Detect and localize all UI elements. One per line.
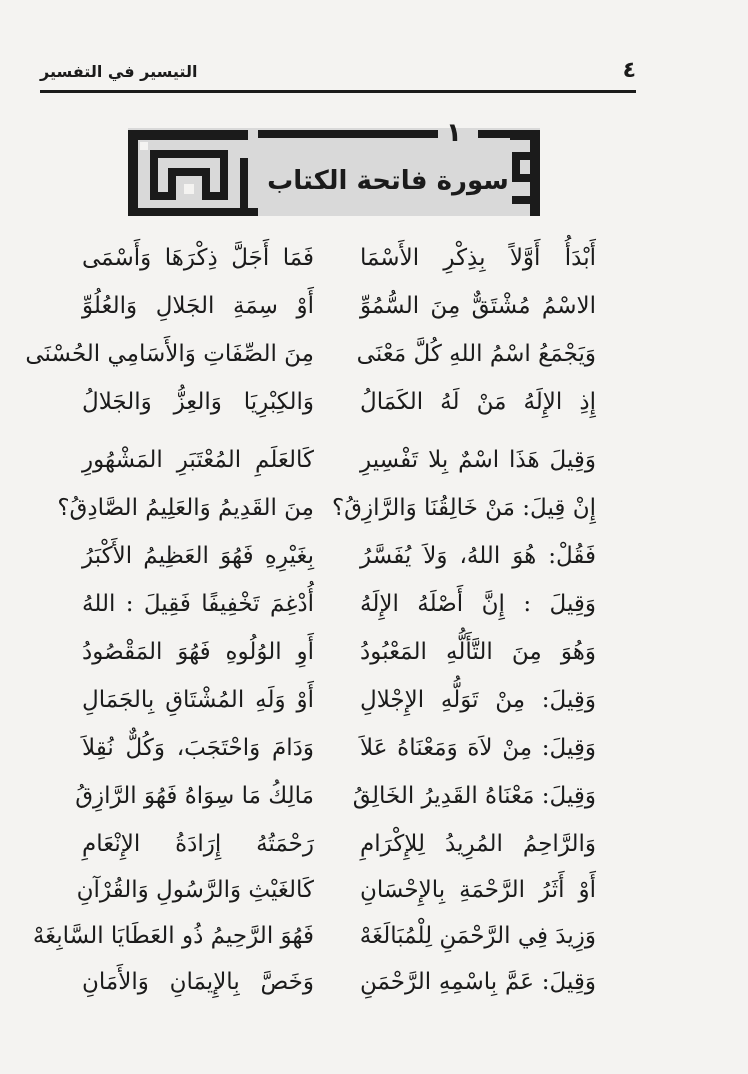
verse-first-hemistich: وَقِيلَ : إِنَّ أَصْلَهُ الإِلَهُ: [360, 591, 596, 617]
verse-row: [0, 286, 748, 336]
surah-number: ١: [446, 118, 462, 148]
verse-second-hemistich: أَوْ وَلَهِ المُشْتَاقِ بِالجَمَالِ: [82, 687, 314, 713]
verse-second-hemistich: وَخَصَّ بِالإِيمَانِ وَالأَمَانِ: [82, 969, 314, 995]
running-title: التيسير في التفسير: [40, 62, 198, 81]
verse-first-hemistich: وَقِيلَ هَذَا اسْمٌ بِلا تَفْسِيرِ: [360, 447, 596, 473]
verse-row: [0, 870, 748, 920]
verse-row: [0, 962, 748, 1012]
verse-second-hemistich: أَوِ الوُلُوهِ فَهُوَ المَقْصُودُ: [82, 639, 314, 665]
verse-first-hemistich: وَهُوَ مِنَ التَّأَلُّهِ المَعْبُودُ: [360, 639, 596, 665]
verse-first-hemistich: وَقِيلَ: مَعْنَاهُ القَدِيرُ الخَالِقُ: [352, 783, 596, 809]
verse-row: [0, 238, 748, 288]
verse-row: [0, 824, 748, 874]
verse-second-hemistich: وَالكِبْرِيَا وَالعِزُّ وَالجَلالُ: [82, 389, 314, 415]
verse-row: [0, 632, 748, 682]
verse-second-hemistich: مِنَ القَدِيمُ وَالعَلِيمُ الصَّادِقُ؟: [57, 495, 314, 521]
verse-second-hemistich: كَالغَيْثِ وَالرَّسُولِ وَالقُرْآنِ: [76, 877, 314, 903]
verse-first-hemistich: أَوْ أَثَرُ الرَّحْمَةِ بِالإِحْسَانِ: [360, 877, 596, 903]
verse-second-hemistich: أُدْغِمَ تَخْفِيفًا فَقِيلَ : اللهُ: [82, 591, 314, 617]
verse-row: [0, 584, 748, 634]
verse-second-hemistich: فَهُوَ الرَّحِيمُ ذُو العَطَايَا السَّابِغَهْ: [32, 923, 314, 949]
verse-second-hemistich: أَوْ سِمَةِ الجَلالِ وَالعُلُوِّ: [82, 293, 314, 319]
verse-second-hemistich: رَحْمَتُهُ إِرَادَةُ الإِنْعَامِ: [82, 831, 314, 857]
verse-first-hemistich: وَزِيدَ فِي الرَّحْمَنِ لِلْمُبَالَغَهْ: [359, 923, 596, 949]
verse-row: [0, 536, 748, 586]
verse-second-hemistich: كَالعَلَمِ المُعْتَبَرِ المَشْهُورِ: [82, 447, 314, 473]
verse-first-hemistich: وَقِيلَ: مِنْ لاَهَ وَمَعْنَاهُ عَلاَ: [360, 735, 596, 761]
verse-first-hemistich: إِنْ قِيلَ: مَنْ خَالِقُنَا وَالرَّازِقُ؟: [331, 495, 596, 521]
verse-first-hemistich: وَقِيلَ: مِنْ تَوَلُّهِ الإِجْلالِ: [360, 687, 596, 713]
verse-second-hemistich: بِغَيْرِهِ فَهُوَ العَظِيمُ الأَكْبَرُ: [82, 543, 314, 569]
verse-first-hemistich: وَالرَّاحِمُ المُرِيدُ لِلإِكْرَامِ: [360, 831, 596, 857]
verse-second-hemistich: فَمَا أَجَلَّ ذِكْرَهَا وَأَسْمَى: [82, 245, 314, 271]
verse-first-hemistich: أَبْدَأُ أَوَّلاً بِذِكْرِ الأَسْمَا: [360, 245, 596, 271]
surah-title: سورة فاتحة الكتاب: [267, 166, 509, 196]
verse-row: [0, 334, 748, 384]
verse-first-hemistich: الاسْمُ مُشْتَقٌّ مِنَ السُّمُوِّ: [360, 293, 596, 319]
verse-first-hemistich: إِذِ الإِلَهُ مَنْ لَهُ الكَمَالُ: [360, 389, 596, 415]
verse-row: [0, 728, 748, 778]
verse-row: [0, 440, 748, 490]
verse-first-hemistich: وَيَجْمَعُ اسْمُ اللهِ كُلَّ مَعْنَى: [356, 341, 596, 367]
verse-second-hemistich: وَدَامَ وَاحْتَجَبَ، وَكُلٌّ نُقِلاَ: [82, 735, 314, 761]
verse-row: [0, 488, 748, 538]
verse-first-hemistich: وَقِيلَ: عَمَّ بِاسْمِهِ الرَّحْمَنِ: [360, 969, 596, 995]
verse-row: [0, 680, 748, 730]
verse-first-hemistich: فَقُلْ: هُوَ اللهُ، وَلاَ يُفَسَّرُ: [360, 543, 596, 569]
verse-second-hemistich: مِنَ الصِّفَاتِ وَالأَسَامِي الحُسْنَى: [25, 341, 314, 367]
verse-row: [0, 776, 748, 826]
verse-row: [0, 382, 748, 432]
verse-row: [0, 916, 748, 966]
verse-second-hemistich: مَالِكُ مَا سِوَاهُ فَهُوَ الرَّازِقُ: [75, 783, 314, 809]
page-number: ٤: [622, 58, 636, 83]
